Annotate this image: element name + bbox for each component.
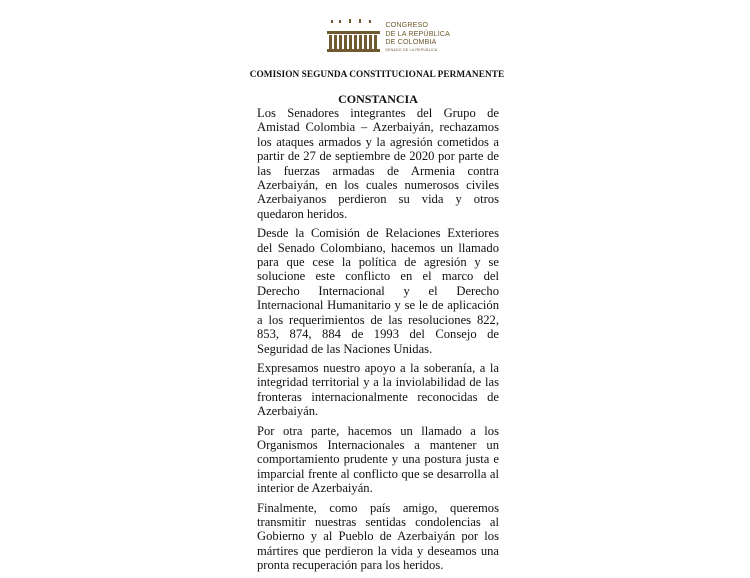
logo-line-3: DE COLOMBIA — [385, 37, 437, 47]
document-title: CONSTANCIA — [338, 92, 418, 106]
congress-logo — [325, 14, 450, 56]
paragraph: Por otra parte, hacemos un llamado a los Organismos Internacionales a mantener un comportamiento prudente y una postura justa e imparcial frente al conflicto que se desarrolla al interior de Azerbaiyán. — [257, 423, 499, 496]
capitol-building-icon — [325, 14, 383, 56]
logo-line-4: SENADO DE LA REPÚBLICA — [385, 47, 438, 52]
logo-line-2: DE LA REPÚBLICA — [385, 28, 450, 38]
paragraph: Desde la Comisión de Relaciones Exteriores del Senado Colombiano, hacemos un llamado para que cese la política de agresión y se solucione este conflicto en el marco del Derecho Internacional y el Derecho Internacional Humanitario y se le de aplicación a los requerimientos de las resoluciones 822, 853, 874, 884 de 1993 del Consejo de Seguridad de las Naciones Unidas. — [257, 226, 499, 356]
paragraph: Finalmente, como país amigo, queremos transmitir nuestras sentidas condolencias al Gobierno y al Pueblo de Azerbaiyán por los mártires que perdieron la vida y deseamos una pronta recuperación para los heridos. — [257, 500, 499, 573]
paragraph: Expresamos nuestro apoyo a la soberanía, a la integridad territorial y a la inviolabilidad de las fronteras internacionalmente reconocidas de Azerbaiyán. — [257, 360, 499, 419]
document-body — [257, 106, 499, 578]
logo-wordmark — [385, 21, 450, 53]
logo-line-1: CONGRESO — [385, 20, 429, 29]
paragraph: Los Senadores integrantes del Grupo de Amistad Colombia – Azerbaiyán, rechazamos los ataques armados y la agresión cometidos a partir de 27 de septiembre de 2020 por parte de las fuerzas armadas de Armenia contra Azerbaiyán, en los cuales numerosos civiles Azerbaiyanos perdieron su vida y otros quedaron heridos. — [257, 106, 499, 221]
committee-heading: COMISION SEGUNDA CONSTITUCIONAL PERMANENTE — [249, 70, 505, 80]
